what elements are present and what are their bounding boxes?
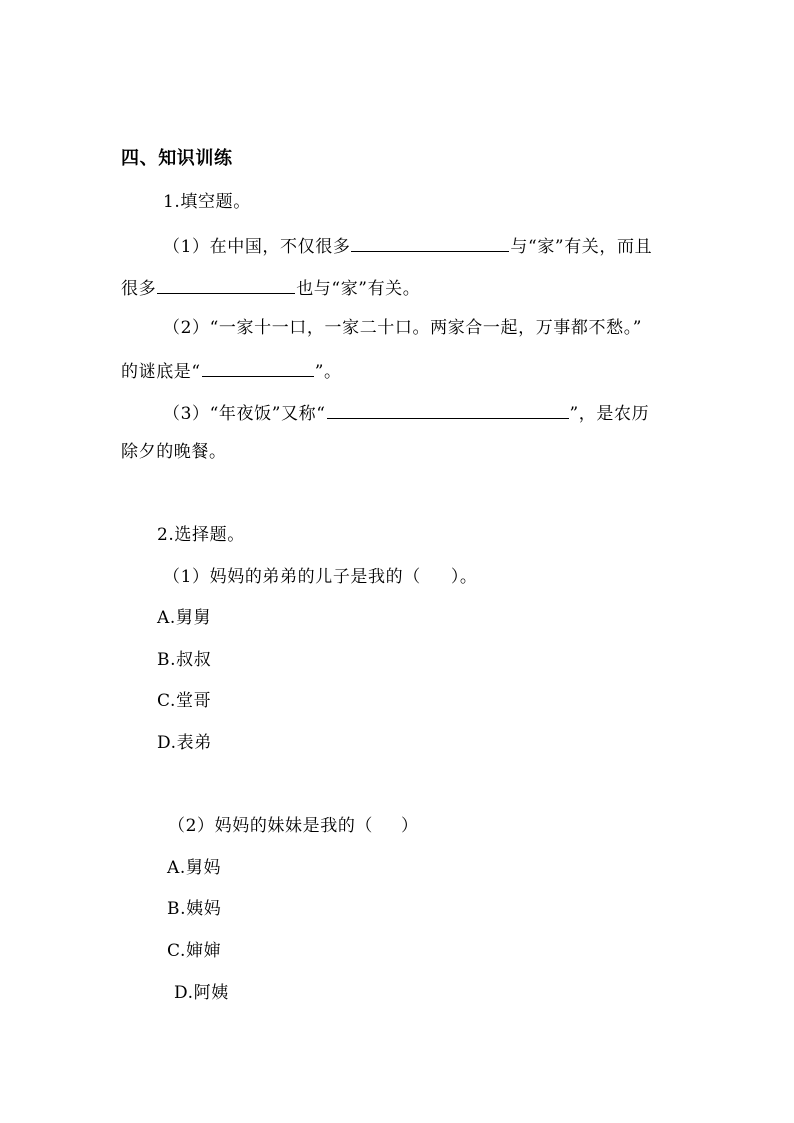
text-segment: 与“家”有关，而且: [510, 237, 653, 257]
question-1-item-1-line-1: [163, 233, 652, 258]
option-a: A.舅舅: [157, 608, 212, 628]
option-a: A.舅妈: [167, 858, 222, 878]
text-segment: 很多: [121, 279, 157, 299]
text-segment: （1）在中国，不仅很多: [163, 237, 351, 257]
question-1-item-3-line-2: 除夕的晚餐。: [121, 442, 227, 462]
option-d: D.表弟: [157, 733, 212, 753]
question-1-item-2-line-2: [121, 358, 342, 383]
text-segment: ”，是农历: [569, 404, 650, 424]
question-1-heading: 1.填空题。: [163, 192, 251, 212]
option-b: B.姨妈: [167, 899, 222, 919]
text-segment: ）: [401, 816, 419, 836]
text-segment: ”。: [314, 362, 342, 382]
option-c: C.婶婶: [167, 941, 222, 961]
answer-blank[interactable]: [157, 275, 295, 294]
answer-blank[interactable]: [351, 233, 509, 252]
question-2-sub-1-stem: [163, 566, 478, 588]
question-1-item-3-line-1: [163, 400, 649, 425]
section-title: 四、知识训练: [121, 148, 233, 169]
text-segment: 也与“家”有关。: [296, 279, 421, 299]
question-1-item-1-line-2: [121, 275, 420, 300]
text-segment: （2）妈妈的妹妹是我的（: [168, 816, 374, 836]
text-segment: 的谜底是“: [121, 362, 201, 382]
option-d: D.阿姨: [174, 983, 229, 1003]
question-2-sub-2-stem: [168, 815, 419, 837]
text-segment: ）。: [450, 567, 478, 587]
text-segment: （3）“年夜饭”又称“: [163, 404, 326, 424]
text-segment: （1）妈妈的弟弟的儿子是我的（: [163, 567, 421, 587]
question-2-heading: 2.选择题。: [157, 525, 245, 545]
answer-blank[interactable]: [327, 400, 569, 419]
option-b: B.叔叔: [157, 650, 212, 670]
option-c: C.堂哥: [157, 691, 212, 711]
question-1-item-2-line-1: （2）“一家十一口，一家二十口。两家合一起，万事都不愁。”: [163, 318, 643, 338]
answer-blank[interactable]: [202, 358, 314, 377]
